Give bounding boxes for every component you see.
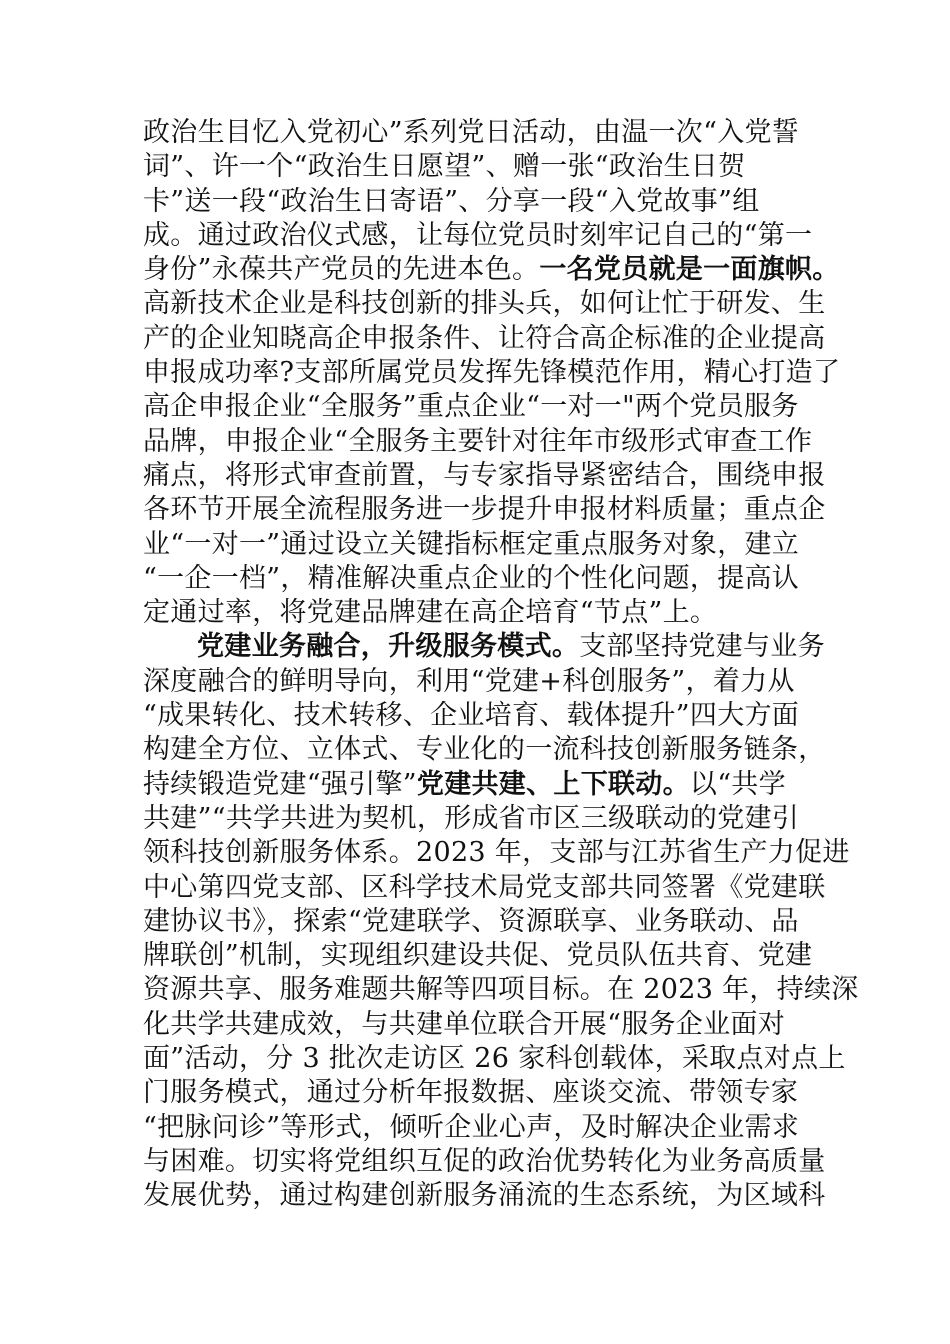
text-line bbox=[143, 562, 811, 596]
body-text-segment: 面”活动，分 3 批次走访区 26 家科创载体，采取点对点上 bbox=[143, 1043, 846, 1075]
text-line bbox=[143, 356, 841, 390]
body-text-segment: 以“共学 bbox=[689, 768, 786, 800]
text-line bbox=[143, 150, 811, 184]
text-line bbox=[143, 528, 811, 562]
bold-heading-text: 一名党员就是一面旗帜。 bbox=[539, 254, 840, 286]
body-text-segment: “一企一档”，精准解决重点企业的个性化问题，提高认 bbox=[143, 562, 800, 594]
text-line bbox=[143, 596, 811, 630]
bold-heading-text: 党建业务融合，升级服务模式。 bbox=[197, 631, 580, 663]
body-text-segment: 痛点，将形式审查前置，与专家指导紧密结合，围绕申报 bbox=[143, 459, 826, 491]
text-line bbox=[143, 322, 826, 356]
body-text-segment: 深度融合的鲜明导向，利用“党建+科创服务”，着力从 bbox=[143, 665, 795, 697]
body-text-segment: 定通过率，将党建品牌建在高企培育“节点”上。 bbox=[143, 597, 718, 629]
text-line bbox=[143, 836, 850, 870]
body-text-segment: 与困难。切实将党组织互促的政治优势转化为业务高质量 bbox=[143, 1145, 826, 1177]
text-line bbox=[143, 802, 811, 836]
text-line bbox=[143, 1111, 811, 1145]
body-text bbox=[143, 116, 859, 1214]
text-line bbox=[143, 1179, 826, 1213]
body-text-segment: 卡”送一段“政治生日寄语”、分享一段“入党故事”组 bbox=[143, 185, 760, 217]
text-line bbox=[143, 733, 826, 767]
body-text-segment: 业“一对一”通过设立关键指标框定重点服务对象，建立 bbox=[143, 528, 800, 560]
body-text-segment: 品牌，申报企业“全服务主要针对往年市级形式审查工作 bbox=[143, 425, 813, 457]
text-line bbox=[143, 185, 811, 219]
text-line bbox=[143, 905, 811, 939]
body-text-segment: 身份”永葆共产党员的先进本色。 bbox=[143, 254, 540, 286]
text-line bbox=[143, 973, 859, 1007]
text-line bbox=[143, 768, 811, 802]
body-text-segment: “成果转化、技术转移、企业培育、载体提升”四大方面 bbox=[143, 700, 800, 732]
body-text-segment: “把脉问诊”等形式，倾听企业心声，及时解决企业需求 bbox=[143, 1111, 800, 1143]
body-text-segment: 申报成功率?支部所属党员发挥先锋模范作用，精心打造了 bbox=[143, 357, 841, 389]
text-line bbox=[143, 390, 811, 424]
text-line bbox=[143, 939, 811, 973]
text-line bbox=[143, 699, 811, 733]
body-text-segment: 化共学共建成效，与共建单位联合开展“服务企业面对 bbox=[143, 1008, 786, 1040]
body-text-segment: 支部坚持党建与业务 bbox=[579, 631, 825, 663]
text-line bbox=[143, 459, 826, 493]
text-line bbox=[143, 219, 811, 253]
text-line bbox=[143, 1042, 846, 1076]
text-line bbox=[143, 871, 826, 905]
body-text-segment: 牌联创”机制，实现组织建设共促、党员队伍共育、党建 bbox=[143, 940, 813, 972]
body-text-segment: 中心第四党支部、区科学技术局党支部共同签署《党建联 bbox=[143, 871, 826, 903]
body-text-segment: 发展优势，通过构建创新服务涌流的生态系统，为区域科 bbox=[143, 1180, 826, 1212]
body-text-segment: 建协议书》，探索“党建联学、资源联享、业务联动、品 bbox=[143, 905, 799, 937]
text-line bbox=[143, 425, 811, 459]
text-line bbox=[143, 287, 826, 321]
text-line bbox=[143, 1145, 826, 1179]
text-line bbox=[143, 665, 811, 699]
body-text-segment: 高新技术企业是科技创新的排头兵，如何让忙于研发、生 bbox=[143, 288, 826, 320]
text-line bbox=[143, 1076, 811, 1110]
body-text-segment: 成。通过政治仪式感，让每位党员时刻牢记自己的“第一 bbox=[143, 219, 813, 251]
body-text-segment: 门服务模式，通过分析年报数据、座谈交流、带领专家 bbox=[143, 1077, 799, 1109]
body-text-segment: 构建全方位、立体式、专业化的一流科技创新服务链条， bbox=[143, 734, 826, 766]
bold-heading-text: 党建共建、上下联动。 bbox=[416, 768, 690, 800]
body-text-segment: 词”、许一个“政治生日愿望”、赠一张“政治生日贺 bbox=[143, 151, 746, 183]
body-text-segment: 政治生目忆入党初心”系列党日活动，由温一次“入党誓 bbox=[143, 117, 800, 148]
body-text-segment: 持续锻造党建“强引擎” bbox=[143, 768, 417, 800]
body-text-segment: 共建”“共学共进为契机，形成省市区三级联动的党建引 bbox=[143, 802, 800, 834]
body-text-segment: 领科技创新服务体系。2023 年，支部与江苏省生产力促进 bbox=[143, 837, 850, 869]
text-line bbox=[143, 1008, 811, 1042]
text-line bbox=[143, 630, 825, 664]
body-text-segment: 高企申报企业“全服务”重点企业“一对一"两个党员服务 bbox=[143, 391, 799, 423]
body-text-segment: 资源共享、服务难题共解等四项目标。在 2023 年，持续深 bbox=[143, 974, 859, 1006]
text-line bbox=[143, 253, 840, 287]
text-line bbox=[143, 116, 811, 150]
body-text-segment: 各环节开展全流程服务进一步提升申报材料质量；重点企 bbox=[143, 494, 826, 526]
text-line bbox=[143, 493, 826, 527]
body-text-segment: 产的企业知晓高企申报条件、让符合高企标准的企业提高 bbox=[143, 322, 826, 354]
